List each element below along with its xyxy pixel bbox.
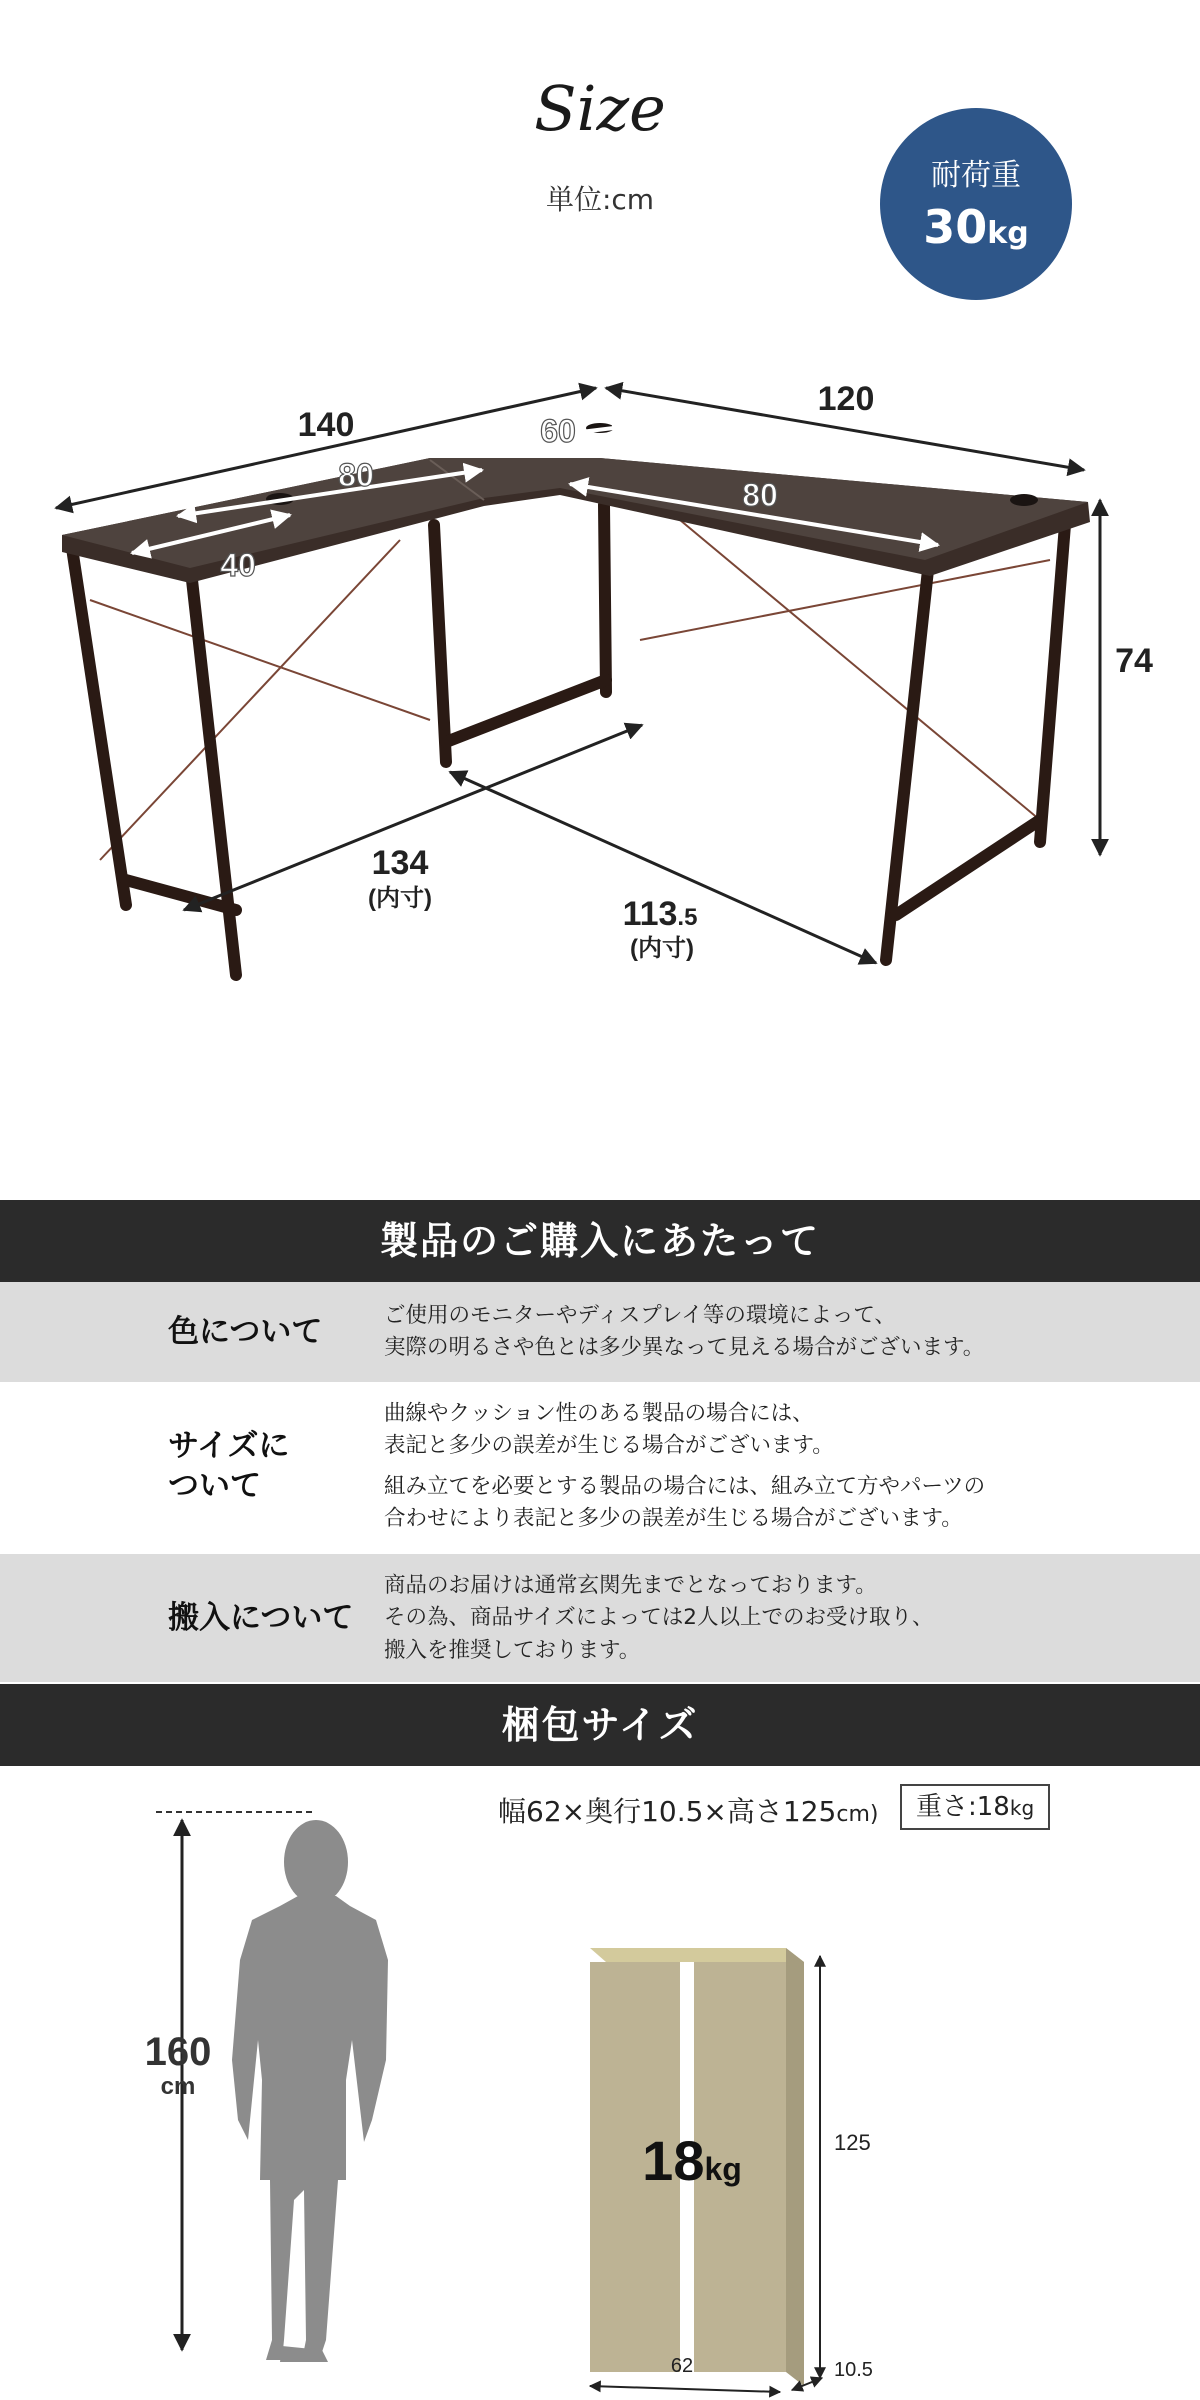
packing-weight-box: 重さ:18kg xyxy=(900,1784,1050,1830)
load-capacity-badge xyxy=(880,108,1072,300)
dim-width-left: 140 xyxy=(297,406,355,444)
box-side xyxy=(786,1948,804,2386)
note-label-color: 色について xyxy=(168,1314,323,1350)
dim-top-inner-right: 80 xyxy=(742,477,778,513)
purchase-notes-heading: 製品のご購入にあたって xyxy=(0,1200,1200,1282)
person-height-unit: cm xyxy=(160,2073,196,2100)
dim-depth-left: 40 xyxy=(220,547,256,583)
dim-top-inner-left: 80 xyxy=(338,457,374,493)
load-capacity-label: 耐荷重 xyxy=(931,158,1021,193)
note-row-size xyxy=(0,1382,1200,1554)
packing-size-heading: 梱包サイズ xyxy=(0,1684,1200,1766)
dim-inner-left: 134 xyxy=(371,844,429,882)
packing-dimensions: 幅62×奥行10.5×高さ125cm) xyxy=(498,1795,879,1828)
box-depth: 10.5 xyxy=(834,2359,873,2381)
dim-height: 74 xyxy=(1115,642,1153,680)
box-top xyxy=(590,1948,804,1962)
box-weight: 18kg xyxy=(642,2129,742,2192)
dim-top-center: 60 xyxy=(540,413,576,449)
note-row-color xyxy=(0,1282,1200,1382)
note-text-color: ご使用のモニターやディスプレイ等の環境によって、 実際の明るさや色とは多少異なって見える場合がございます。 xyxy=(384,1303,985,1361)
note-text-size: 曲線やクッション性のある製品の場合には、 表記と多少の誤差が生じる場合がございます。 組み立てを必要とする製品の場合には、組み立て方やパーツの 合わせにより表記と多少の誤差が生じる場合がございます。 xyxy=(384,1401,986,1531)
packing-diagram xyxy=(0,1760,1200,2400)
l-desk-diagram xyxy=(0,340,1200,1020)
dim-inner-right-note: (内寸) xyxy=(630,935,694,962)
note-row-delivery xyxy=(0,1554,1200,1682)
box-width: 62 xyxy=(670,2355,694,2377)
unit-label: 単位:cm xyxy=(545,183,655,216)
person-silhouette xyxy=(232,1820,388,2362)
dim-width-right: 120 xyxy=(817,380,875,418)
box-height: 125 xyxy=(834,2130,871,2155)
note-label-delivery: 搬入について xyxy=(168,1600,354,1636)
size-title: Size xyxy=(534,72,666,145)
note-label-size: サイズに ついて xyxy=(168,1428,290,1505)
dim-inner-right: 113.5 xyxy=(622,895,698,933)
dim-inner-left-note: (内寸) xyxy=(368,885,432,912)
note-text-delivery: 商品のお届けは通常玄関先までとなっております。 その為、商品サイズによっては2人以上でのお受け取り、 搬入を推奨しております。 xyxy=(384,1573,934,1663)
load-capacity-value: 30kg xyxy=(923,200,1029,254)
person-height: 160 xyxy=(144,2030,212,2074)
